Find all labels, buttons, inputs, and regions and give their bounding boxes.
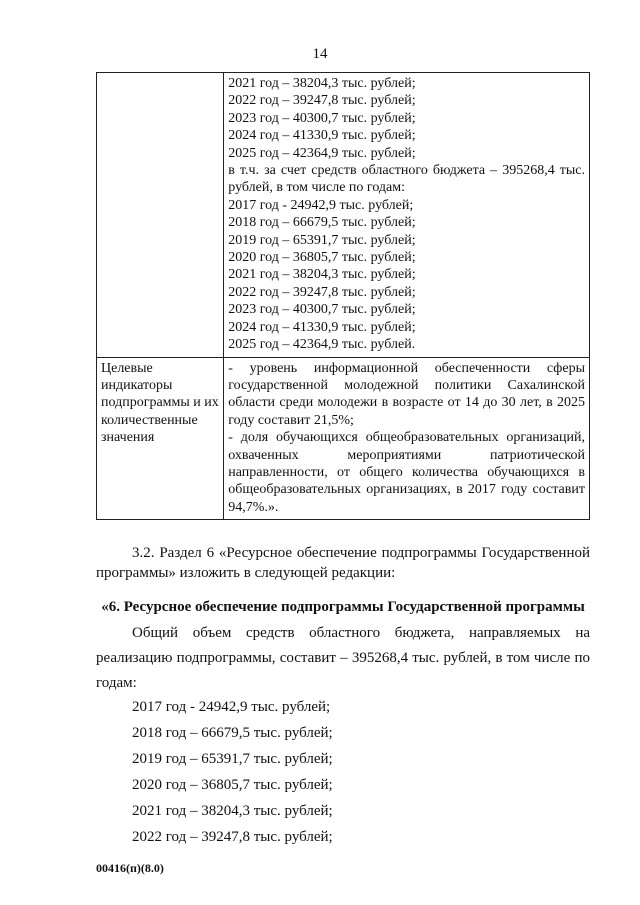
year-budget-line: 2022 год – 39247,8 тыс. рублей;: [132, 829, 333, 845]
funding-line: 2025 год – 42364,9 тыс. рублей.: [228, 337, 416, 353]
indicator-item: - уровень информационной обеспеченности сферы государственной молодежной политики Сахалинской области среди молодежи в возрасте от 14 до 30 лет, в 2025 году составит 21,5%;: [228, 360, 585, 428]
year-budget-line: 2020 год – 36805,7 тыс. рублей;: [132, 777, 333, 793]
paragraph-3-2: 3.2. Раздел 6 «Ресурсное обеспечение подпрограммы Государственной программы» изложить в следующей редакции:: [96, 545, 590, 581]
funding-line: 2017 год - 24942,9 тыс. рублей;: [228, 197, 414, 213]
funding-line: 2022 год – 39247,8 тыс. рублей;: [228, 93, 416, 109]
table-cell-indicators-values: [224, 357, 590, 520]
passport-table: [96, 72, 590, 520]
year-budget-line: 2019 год – 65391,7 тыс. рублей;: [132, 751, 333, 767]
funding-line: 2023 год – 40300,7 тыс. рублей;: [228, 302, 416, 318]
funding-line: 2019 год – 65391,7 тыс. рублей;: [228, 232, 416, 248]
funding-line: 2024 год – 41330,9 тыс. рублей;: [228, 319, 416, 335]
section-6-heading: «6. Ресурсное обеспечение подпрограммы Государственной программы: [101, 599, 585, 615]
page-number: 14: [312, 46, 328, 62]
funding-line: 2021 год – 38204,3 тыс. рублей;: [228, 76, 416, 91]
funding-line: 2021 год – 38204,3 тыс. рублей;: [228, 267, 416, 283]
funding-line: 2020 год – 36805,7 тыс. рублей;: [228, 250, 416, 266]
paragraph-total-budget: Общий объем средств областного бюджета, направляемых на реализацию подпрограммы, составит – 395268,4 тыс. рублей, в том числе по годам:: [96, 625, 590, 691]
table-cell-funding-values: [224, 73, 590, 358]
funding-line: 2024 год – 41330,9 тыс. рублей;: [228, 128, 416, 144]
funding-line: 2025 год – 42364,9 тыс. рублей;: [228, 145, 416, 161]
year-budget-line: 2021 год – 38204,3 тыс. рублей;: [132, 803, 333, 819]
year-budget-line: 2017 год - 24942,9 тыс. рублей;: [132, 699, 331, 715]
table-row-indicators: [97, 357, 590, 520]
funding-line: 2022 год – 39247,8 тыс. рублей;: [228, 284, 416, 300]
funding-line: 2018 год – 66679,5 тыс. рублей;: [228, 215, 416, 231]
table-cell-funding-label: [97, 73, 224, 358]
table-cell-indicators-label: Целевые индикаторы подпрограммы и их количественные значения: [97, 357, 224, 520]
document-code: 00416(п)(8.0): [96, 861, 164, 875]
year-budget-line: 2018 год – 66679,5 тыс. рублей;: [132, 725, 333, 741]
funding-line: 2023 год – 40300,7 тыс. рублей;: [228, 110, 416, 126]
table-row-funding: [97, 73, 590, 358]
funding-regional-budget-note: в т.ч. за счет средств областного бюджета – 395268,4 тыс. рублей, в том числе по годам:: [228, 163, 585, 196]
indicator-item: - доля обучающихся общеобразовательных организаций, охваченных мероприятиями патриотической направленности, от общего количества обучающихся в общеобразовательных организациях, в 2017 году составит 94,7%.».: [228, 430, 585, 515]
